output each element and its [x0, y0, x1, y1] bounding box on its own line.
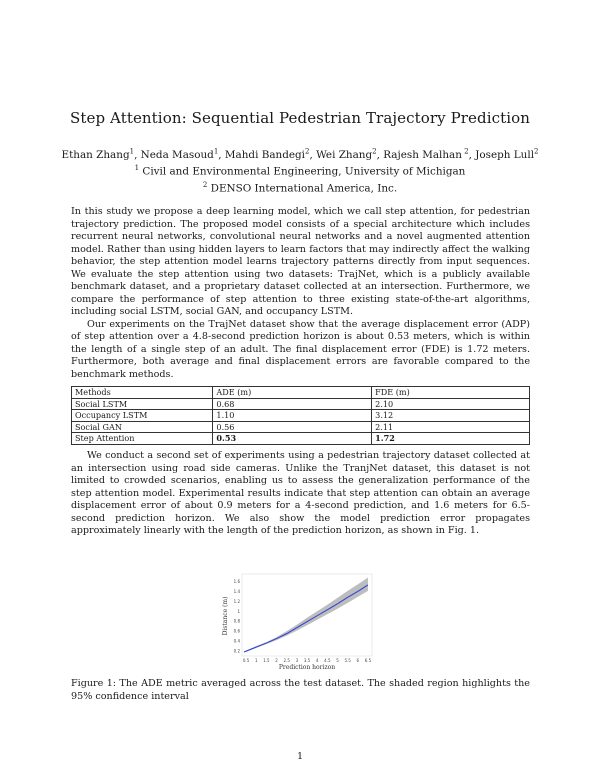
author: Wei Zhang$^2$,: [316, 148, 384, 162]
x-tick-label: 1: [254, 658, 258, 663]
table-cell: 2.11: [372, 421, 530, 433]
x-tick-label: 4.5: [324, 658, 331, 663]
table-cell: 1.72: [372, 433, 530, 445]
x-tick-label: 3: [295, 658, 299, 663]
x-tick-label: 6.5: [364, 658, 372, 663]
x-tick-label: 0.5: [242, 658, 250, 663]
table-row: [72, 410, 530, 422]
y-tick-label: 1.6: [233, 578, 240, 584]
table-cell: 0.53: [213, 433, 372, 445]
table-cell: 2.10: [372, 398, 530, 410]
author: Rajesh Malhan $^2$,: [383, 148, 476, 162]
table-header: ADE (m): [213, 387, 372, 399]
author: Ethan Zhang$^1$,: [61, 148, 141, 162]
author-block: [0, 146, 600, 195]
table-row: [72, 421, 530, 433]
y-tick-label: 1: [237, 608, 240, 614]
x-tick-label: 4: [315, 658, 319, 663]
y-tick-label: 1.2: [233, 598, 240, 604]
table-row: [72, 398, 530, 410]
results-table: [71, 386, 530, 445]
page-number: 1: [296, 751, 304, 762]
author-list: [0, 146, 600, 162]
table-cell: 3.12: [372, 410, 530, 422]
figure-1: [220, 568, 380, 672]
paper-title: Step Attention: Sequential Pedestrian Trajectory Prediction: [69, 109, 531, 127]
figure-caption: Figure 1: The ADE metric averaged across the test dataset. The shaded region highlights the 95% confidence interval: [71, 678, 530, 702]
x-tick-label: 6: [356, 658, 360, 663]
y-tick-label: 0.4: [233, 638, 240, 644]
abstract: [71, 206, 530, 381]
abstract-paragraph-2: Our experiments on the TrajNet dataset show that the average displacement error (ADP) of step attention over a 4.8-second prediction horizon is about 0.53 meters, which is within the length of a single step of an adult. The final displacement error (FDE) is 1.72 meters. Furthermore, both average and final displacement errors are favorable compared to the benchmark methods.: [71, 318, 530, 380]
table-row: [72, 433, 530, 445]
table-header-row: [72, 387, 530, 399]
x-tick-label: 2: [275, 658, 278, 663]
author: Neda Masoud$^1$,: [140, 148, 225, 162]
y-tick-label: 0.8: [233, 618, 240, 624]
x-tick-label: 5.5: [344, 658, 351, 663]
affiliation-1: $^1$ Civil and Environmental Engineering, University of Michigan: [134, 164, 466, 178]
table-cell: 0.68: [213, 398, 372, 410]
author: Joseph Lull$^2$: [475, 148, 539, 162]
affiliation-2: $^2$ DENSO International America, Inc.: [202, 180, 398, 194]
table-cell: Step Attention: [72, 433, 213, 445]
table-header: FDE (m): [372, 387, 530, 399]
table-cell: Occupancy LSTM: [72, 410, 213, 422]
table-header: Methods: [72, 387, 213, 399]
x-tick-label: 3.5: [303, 658, 311, 663]
y-tick-label: 1.4: [233, 588, 240, 594]
y-axis-label: Distance (m): [222, 596, 229, 636]
plot-area: [242, 574, 372, 656]
table-cell: 0.56: [213, 421, 372, 433]
y-tick-label: 0.2: [233, 648, 240, 654]
ade-chart: [220, 568, 380, 672]
body-paragraph: We conduct a second set of experiments using a pedestrian trajectory dataset collected at an intersection using road side cameras. Unlike the TranjNet dataset, this dataset is not limited to crowded scenarios, enabling us to assess the generalization performance of the step attention model. Experimental results indicate that step attention can obtain an average displacement error of about 0.9 meters for a 4-second prediction, and 1.6 meters for 6.5-second prediction horizon. We also show the model prediction error propagates approximately linearly with the length of the prediction horizon, as shown in Fig. 1.: [71, 450, 530, 536]
author: Mahdi Bandegi$^2$,: [224, 148, 317, 162]
x-tick-label: 2.5: [283, 658, 290, 663]
table-cell: Social LSTM: [72, 398, 213, 410]
x-tick-label: 5: [336, 658, 339, 663]
table-cell: Social GAN: [72, 421, 213, 433]
abstract-paragraph-1: In this study we propose a deep learning model, which we call step attention, for pedestrian trajectory prediction. The proposed model consists of a special architecture which includes recurrent neural networks, convolutional neural networks and a novel augmented attention model. Rather than using hidden layers to learn factors that may indirectly affect the walking behavior, the step attention model learns trajectory patterns directly from input sequences. We evaluate the step attention using two datasets: TrajNet, which is a publicly available benchmark dataset, and a proprietary dataset collected at an intersection. Furthermore, we compare the performance of step attention to three existing state-of-the-art algorithms, including social LSTM, social GAN, and occupancy LSTM.: [71, 206, 530, 317]
x-tick-label: 1.5: [263, 658, 270, 663]
table-cell: 1.10: [213, 410, 372, 422]
y-tick-label: 0.6: [233, 628, 240, 634]
x-axis-label: Prediction horizon: [278, 664, 336, 671]
